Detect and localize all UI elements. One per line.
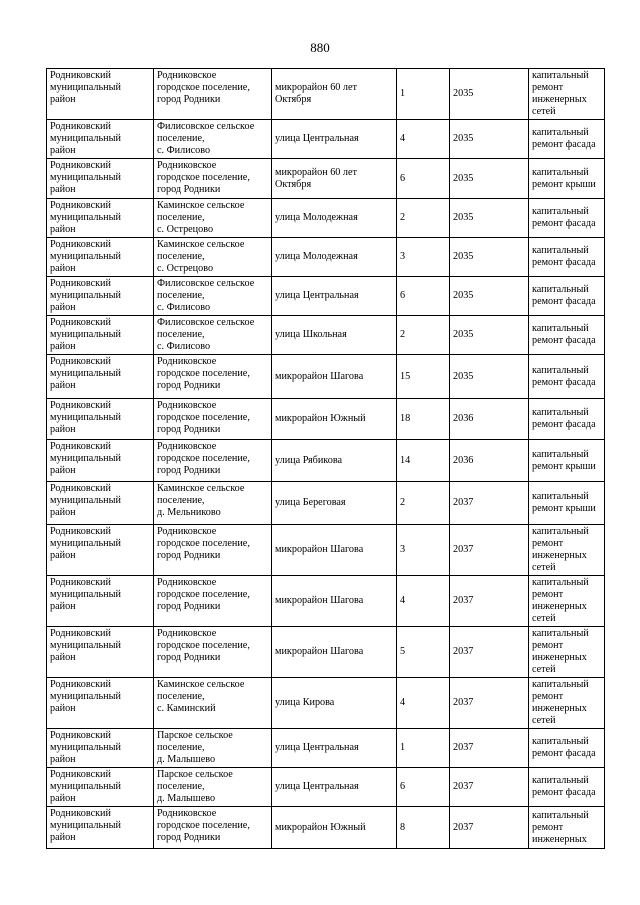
settlement-text: Каминское сельское поселение, с. Каминский xyxy=(157,679,245,714)
street-cell xyxy=(272,440,397,482)
year-text: 2035 xyxy=(453,251,474,262)
house-number-cell xyxy=(397,159,450,199)
street-cell xyxy=(272,678,397,729)
district-text: Родниковский муниципальный район xyxy=(50,278,121,313)
repair-schedule-table xyxy=(46,68,605,849)
street-text: улица Школьная xyxy=(275,329,347,340)
settlement-cell xyxy=(154,69,272,120)
table-row xyxy=(47,69,605,120)
work-type-text: капитальный ремонт фасада xyxy=(532,245,596,268)
street-cell xyxy=(272,525,397,576)
table-row xyxy=(47,159,605,199)
settlement-text: Парское сельское поселение, д. Малышево xyxy=(157,730,233,765)
work-type-cell xyxy=(529,729,605,768)
table-row xyxy=(47,120,605,159)
year-cell xyxy=(450,576,529,627)
house-number-cell xyxy=(397,355,450,399)
street-cell xyxy=(272,199,397,238)
year-text: 2037 xyxy=(453,497,474,508)
street-cell xyxy=(272,120,397,159)
settlement-text: Каминское сельское поселение, д. Мельниково xyxy=(157,483,245,518)
district-cell xyxy=(47,482,154,525)
district-text: Родниковский муниципальный район xyxy=(50,317,121,352)
year-text: 2035 xyxy=(453,133,474,144)
street-cell xyxy=(272,238,397,277)
year-cell xyxy=(450,525,529,576)
district-text: Родниковский муниципальный район xyxy=(50,577,121,612)
settlement-text: Парское сельское поселение, д. Малышево xyxy=(157,769,233,804)
street-text: улица Центральная xyxy=(275,133,359,144)
street-text: микрорайон Шагова xyxy=(275,595,364,606)
table-row xyxy=(47,399,605,440)
district-text: Родниковский муниципальный район xyxy=(50,160,121,195)
house-number-cell xyxy=(397,69,450,120)
house-number-cell xyxy=(397,576,450,627)
district-text: Родниковский муниципальный район xyxy=(50,628,121,663)
street-cell xyxy=(272,768,397,807)
house-number-cell xyxy=(397,440,450,482)
street-cell xyxy=(272,729,397,768)
house-number-cell xyxy=(397,277,450,316)
year-text: 2037 xyxy=(453,697,474,708)
district-text: Родниковский муниципальный район xyxy=(50,356,121,391)
district-text: Родниковский муниципальный район xyxy=(50,400,121,435)
settlement-text: Родниковское городское поселение, город Родники xyxy=(157,526,250,561)
district-cell xyxy=(47,678,154,729)
work-type-text: капитальный ремонт инженерных сетей xyxy=(532,577,589,624)
house-number-text: 1 xyxy=(400,742,406,753)
work-type-text: капитальный ремонт фасада xyxy=(532,736,596,759)
district-cell xyxy=(47,120,154,159)
house-number-text: 6 xyxy=(400,781,406,792)
work-type-cell xyxy=(529,355,605,399)
year-cell xyxy=(450,120,529,159)
district-cell xyxy=(47,199,154,238)
district-cell xyxy=(47,277,154,316)
district-text: Родниковский муниципальный район xyxy=(50,441,121,476)
settlement-cell xyxy=(154,678,272,729)
work-type-cell xyxy=(529,159,605,199)
year-cell xyxy=(450,399,529,440)
work-type-cell xyxy=(529,277,605,316)
table-row xyxy=(47,238,605,277)
work-type-text: капитальный ремонт фасада xyxy=(532,407,596,430)
settlement-cell xyxy=(154,525,272,576)
house-number-text: 3 xyxy=(400,544,406,555)
work-type-cell xyxy=(529,807,605,849)
house-number-text: 8 xyxy=(400,821,406,833)
year-cell xyxy=(450,159,529,199)
work-type-text: капитальный ремонт фасада xyxy=(532,206,596,229)
street-cell xyxy=(272,69,397,120)
district-text: Родниковский муниципальный район xyxy=(50,679,121,714)
year-text: 2037 xyxy=(453,742,474,753)
street-cell xyxy=(272,399,397,440)
table-row xyxy=(47,316,605,355)
district-cell xyxy=(47,238,154,277)
work-type-text: капитальный ремонт фасада xyxy=(532,323,596,346)
settlement-text: Родниковское городское поселение, город Родники xyxy=(157,356,250,391)
work-type-cell xyxy=(529,120,605,159)
work-type-text: капитальный ремонт фасада xyxy=(532,364,596,388)
street-text: улица Молодежная xyxy=(275,251,358,262)
work-type-cell xyxy=(529,69,605,120)
year-cell xyxy=(450,807,529,849)
settlement-text: Родниковское городское поселение, город Родники xyxy=(157,628,250,663)
table-row xyxy=(47,576,605,627)
work-type-cell xyxy=(529,627,605,678)
year-text: 2035 xyxy=(453,172,474,184)
year-text: 2037 xyxy=(453,821,474,833)
work-type-text: капитальный ремонт инженерных сетей xyxy=(532,526,589,573)
house-number-text: 6 xyxy=(400,172,406,184)
house-number-text: 3 xyxy=(400,251,406,262)
district-cell xyxy=(47,627,154,678)
house-number-cell xyxy=(397,399,450,440)
work-type-text: капитальный ремонт фасада xyxy=(532,127,596,150)
year-text: 2036 xyxy=(453,413,474,424)
house-number-text: 14 xyxy=(400,454,411,466)
street-cell xyxy=(272,807,397,849)
settlement-cell xyxy=(154,355,272,399)
settlement-text: Родниковское городское поселение, город Родники xyxy=(157,70,250,105)
work-type-text: капитальный ремонт фасада xyxy=(532,775,596,798)
settlement-text: Родниковское городское поселение, город Родники xyxy=(157,400,250,435)
house-number-cell xyxy=(397,238,450,277)
settlement-cell xyxy=(154,768,272,807)
district-text: Родниковский муниципальный район xyxy=(50,200,121,235)
settlement-cell xyxy=(154,627,272,678)
work-type-text: капитальный ремонт крыши xyxy=(532,491,596,514)
street-text: улица Рябикова xyxy=(275,454,343,466)
house-number-text: 18 xyxy=(400,413,411,424)
street-cell xyxy=(272,576,397,627)
district-text: Родниковский муниципальный район xyxy=(50,808,121,843)
year-text: 2037 xyxy=(453,781,474,792)
settlement-cell xyxy=(154,807,272,849)
settlement-cell xyxy=(154,399,272,440)
district-cell xyxy=(47,69,154,120)
settlement-cell xyxy=(154,316,272,355)
district-cell xyxy=(47,355,154,399)
year-cell xyxy=(450,355,529,399)
district-cell xyxy=(47,525,154,576)
year-text: 2037 xyxy=(453,595,474,606)
district-text: Родниковский муниципальный район xyxy=(50,526,121,561)
year-text: 2035 xyxy=(453,329,474,340)
table-row xyxy=(47,768,605,807)
settlement-text: Филисовское сельское поселение, с. Филисово xyxy=(157,121,255,156)
street-cell xyxy=(272,159,397,199)
settlement-cell xyxy=(154,482,272,525)
table-row xyxy=(47,355,605,399)
settlement-cell xyxy=(154,729,272,768)
street-text: микрорайон Южный xyxy=(275,821,366,833)
work-type-text: капитальный ремонт крыши xyxy=(532,166,596,190)
work-type-cell xyxy=(529,238,605,277)
house-number-text: 15 xyxy=(400,370,411,382)
house-number-text: 4 xyxy=(400,697,406,708)
year-text: 2035 xyxy=(453,370,474,382)
settlement-cell xyxy=(154,576,272,627)
house-number-text: 6 xyxy=(400,290,406,301)
year-cell xyxy=(450,627,529,678)
table-row xyxy=(47,525,605,576)
district-cell xyxy=(47,768,154,807)
house-number-cell xyxy=(397,316,450,355)
year-text: 2035 xyxy=(453,290,474,301)
table-row xyxy=(47,482,605,525)
year-text: 2035 xyxy=(453,88,474,99)
district-cell xyxy=(47,807,154,849)
year-cell xyxy=(450,768,529,807)
year-text: 2036 xyxy=(453,454,474,466)
district-cell xyxy=(47,399,154,440)
house-number-text: 2 xyxy=(400,212,406,223)
street-text: микрорайон 60 лет Октября xyxy=(275,82,357,105)
street-text: улица Центральная xyxy=(275,781,359,792)
page-number: 880 xyxy=(310,40,330,55)
house-number-cell xyxy=(397,678,450,729)
table-row xyxy=(47,729,605,768)
district-cell xyxy=(47,316,154,355)
work-type-cell xyxy=(529,316,605,355)
district-cell xyxy=(47,159,154,199)
year-cell xyxy=(450,238,529,277)
house-number-text: 1 xyxy=(400,88,406,99)
street-text: улица Береговая xyxy=(275,497,346,508)
street-cell xyxy=(272,316,397,355)
house-number-cell xyxy=(397,120,450,159)
year-cell xyxy=(450,729,529,768)
house-number-cell xyxy=(397,525,450,576)
work-type-text: капитальный ремонт фасада xyxy=(532,284,596,307)
settlement-cell xyxy=(154,277,272,316)
work-type-cell xyxy=(529,576,605,627)
work-type-cell xyxy=(529,678,605,729)
settlement-text: Родниковское городское поселение, город Родники xyxy=(157,441,250,476)
work-type-cell xyxy=(529,199,605,238)
settlement-cell xyxy=(154,199,272,238)
year-text: 2037 xyxy=(453,646,474,657)
district-text: Родниковский муниципальный район xyxy=(50,483,121,518)
year-cell xyxy=(450,678,529,729)
work-type-text: капитальный ремонт инженерных сетей xyxy=(532,679,589,726)
settlement-cell xyxy=(154,440,272,482)
house-number-text: 4 xyxy=(400,595,406,606)
house-number-cell xyxy=(397,729,450,768)
work-type-text: капитальный ремонт инженерных сетей xyxy=(532,628,589,675)
year-cell xyxy=(450,440,529,482)
district-text: Родниковский муниципальный район xyxy=(50,730,121,765)
street-text: улица Центральная xyxy=(275,290,359,301)
year-text: 2035 xyxy=(453,212,474,223)
house-number-cell xyxy=(397,482,450,525)
street-cell xyxy=(272,355,397,399)
settlement-text: Родниковское городское поселение, город Родники xyxy=(157,160,250,195)
year-text: 2037 xyxy=(453,544,474,555)
table-row xyxy=(47,440,605,482)
district-cell xyxy=(47,729,154,768)
work-type-text: капитальный ремонт инженерных сетей xyxy=(532,70,589,117)
settlement-cell xyxy=(154,120,272,159)
table-body xyxy=(47,69,605,849)
settlement-text: Родниковское городское поселение, город Родники xyxy=(157,577,250,612)
year-cell xyxy=(450,277,529,316)
table-row xyxy=(47,678,605,729)
street-cell xyxy=(272,277,397,316)
street-text: микрорайон Шагова xyxy=(275,646,364,657)
work-type-cell xyxy=(529,440,605,482)
house-number-cell xyxy=(397,627,450,678)
work-type-text: капитальный ремонт инженерных xyxy=(532,809,589,845)
settlement-text: Филисовское сельское поселение, с. Филисово xyxy=(157,278,255,313)
house-number-cell xyxy=(397,768,450,807)
house-number-cell xyxy=(397,199,450,238)
district-text: Родниковский муниципальный район xyxy=(50,121,121,156)
table-row xyxy=(47,807,605,849)
settlement-text: Родниковское городское поселение, город Родники xyxy=(157,808,250,843)
street-text: улица Молодежная xyxy=(275,212,358,223)
year-cell xyxy=(450,199,529,238)
year-cell xyxy=(450,316,529,355)
settlement-text: Каминское сельское поселение, с. Острецово xyxy=(157,200,245,235)
street-cell xyxy=(272,627,397,678)
settlement-text: Филисовское сельское поселение, с. Филисово xyxy=(157,317,255,352)
street-text: улица Кирова xyxy=(275,697,335,708)
work-type-cell xyxy=(529,482,605,525)
street-text: улица Центральная xyxy=(275,742,359,753)
district-cell xyxy=(47,440,154,482)
district-text: Родниковский муниципальный район xyxy=(50,769,121,804)
settlement-cell xyxy=(154,159,272,199)
house-number-cell xyxy=(397,807,450,849)
work-type-cell xyxy=(529,768,605,807)
work-type-cell xyxy=(529,525,605,576)
table-row xyxy=(47,627,605,678)
street-text: микрорайон 60 лет Октября xyxy=(275,166,357,190)
house-number-text: 2 xyxy=(400,329,406,340)
district-text: Родниковский муниципальный район xyxy=(50,70,121,105)
street-text: микрорайон Южный xyxy=(275,413,366,424)
street-cell xyxy=(272,482,397,525)
district-cell xyxy=(47,576,154,627)
year-cell xyxy=(450,482,529,525)
work-type-cell xyxy=(529,399,605,440)
table-row xyxy=(47,199,605,238)
street-text: микрорайон Шагова xyxy=(275,544,364,555)
work-type-text: капитальный ремонт крыши xyxy=(532,448,596,472)
street-text: микрорайон Шагова xyxy=(275,370,364,382)
house-number-text: 5 xyxy=(400,646,406,657)
house-number-text: 2 xyxy=(400,497,406,508)
house-number-text: 4 xyxy=(400,133,406,144)
year-cell xyxy=(450,69,529,120)
district-text: Родниковский муниципальный район xyxy=(50,239,121,274)
table-row xyxy=(47,277,605,316)
settlement-cell xyxy=(154,238,272,277)
settlement-text: Каминское сельское поселение, с. Острецово xyxy=(157,239,245,274)
